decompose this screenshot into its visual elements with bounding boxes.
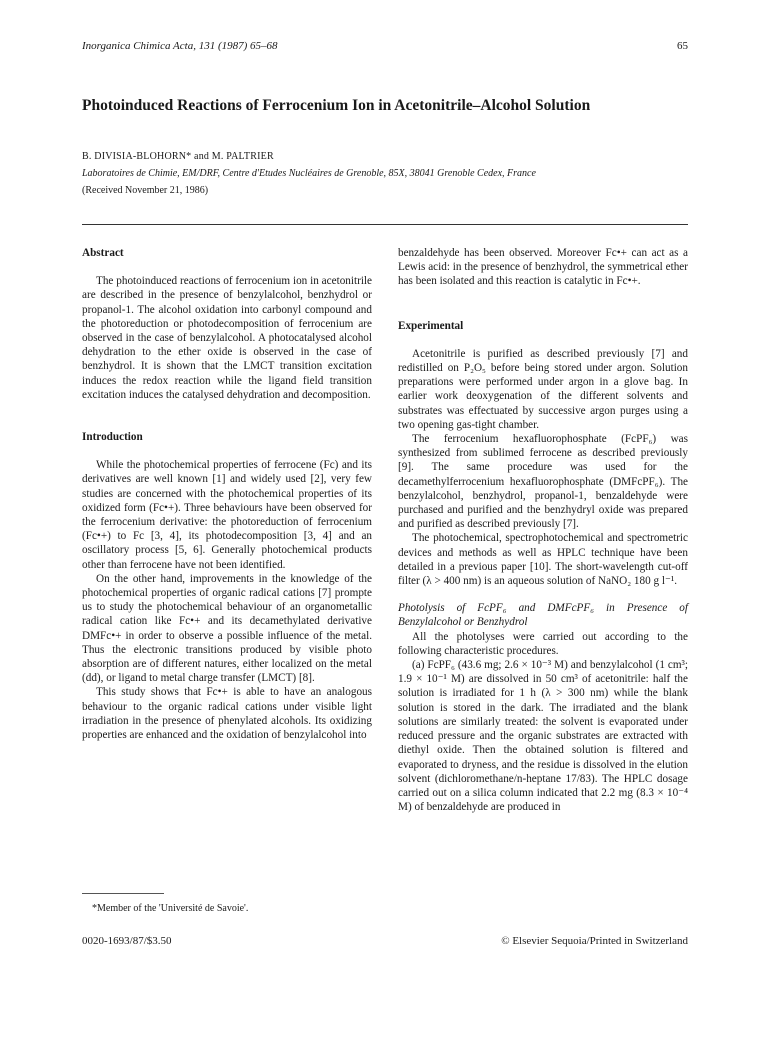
- authors: B. DIVISIA-BLOHORN* and M. PALTRIER: [82, 151, 274, 162]
- intro-continuation: benzaldehyde has been observed. Moreover Fc•+ can act as a Lewis acid: in the presence of benzhydrol, the symmetrical ether has been isolated and this reaction is catalytic in Fc•+.: [398, 247, 688, 288]
- footnote-rule: [82, 893, 164, 894]
- photolysis-paragraph: All the photolyses were carried out according to the following characteristic procedures.: [398, 630, 688, 657]
- journal-citation: Inorganica Chimica Acta, 131 (1987) 65–68: [82, 40, 278, 52]
- introduction-heading: Introduction: [82, 431, 143, 444]
- issn-price: 0020-1693/87/$3.50: [82, 935, 172, 947]
- intro-paragraph: While the photochemical properties of ferrocene (Fc) and its derivatives are well known [1] and widely used [2], very few studies are concerned with the photochemical properties of its oxidized form (Fc•+). Three behaviours have been observed for the ferrocenium derivative: the photoreduction of ferrocenium (Fc•+) to Fc [3, 4], its photodecomposition [3, 4] and an oscillatory process [5, 6]. Generally photochemical products other than ferrocene have not been identified.: [82, 459, 372, 571]
- received-date: (Received November 21, 1986): [82, 185, 209, 196]
- footnote: *Member of the 'Université de Savoie'.: [92, 903, 249, 914]
- experimental-paragraph: The ferrocenium hexafluorophosphate (FcPF₆) was synthesized from sublimed ferrocene as described previously [9]. The same procedure was used for the decamethylferrocenium hexafluorophosphate (DMFcPF₆). The benzylalcohol, benzhydrol, propanol-1, benzaldehyde were purchased and purified and the benzhydryl oxide was prepared and purified as described previously [7].: [398, 433, 688, 531]
- experimental-heading: Experimental: [398, 319, 464, 332]
- right-column: [398, 246, 688, 814]
- title-rule: [82, 224, 688, 225]
- subsection-heading: Photolysis of FcPF₆ and DMFcPF₆ in Presence of Benzylalcohol or Benzhydrol: [398, 602, 688, 629]
- affiliation: Laboratoires de Chimie, EM/DRF, Centre d'Etudes Nucléaires de Grenoble, 85X, 38041 Grenoble Cedex, France: [82, 168, 536, 179]
- experimental-paragraph: The photochemical, spectrophotochemical and spectrometric devices and methods as well as HPLC technique have been detailed in a previous paper [10]. The short-wavelength cut-off filter (λ > 400 nm) is an aqueous solution of NaNO₂ 180 g l⁻¹.: [398, 532, 688, 588]
- intro-paragraph: This study shows that Fc•+ is able to have an analogous behaviour to the organic radical cations under visible light irradiation in the presence of phenylated alcohols. Its oxidizing properties are enhanced and the oxidation of benzylalcohol into: [82, 686, 372, 742]
- experimental-paragraph: Acetonitrile is purified as described previously [7] and redistilled on P₂O₅ before being stored under argon. Solution preparations were performed under argon in a glove bag. In earlier work deoxygenation of the different solvents and substrates was effectuated by successive argon purges using a two opening gas-tight chamber.: [398, 347, 688, 431]
- intro-paragraph: On the other hand, improvements in the knowledge of the photochemical properties of organic radical cations [7] prompte us to study the photochemical behaviour of an organometallic radical cation like Fc•+ and its decamethylated derivative DMFc•+ in order to observe a possible influence of the metal. Thus the electronic transitions produced by visible photo absorption are of different natures, either localized on the metal (dd), or ligand to metal charge transfer (LMCT) [8].: [82, 572, 372, 685]
- left-column: [82, 246, 372, 742]
- photolysis-paragraph: (a) FcPF₆ (43.6 mg; 2.6 × 10⁻³ M) and benzylalcohol (1 cm³; 1.9 × 10⁻¹ M) are dissolved in 50 cm³ of acetonitrile: half the solution is irradiated for 1 h (λ > 300 nm) while the blank solution is stored in the dark. The irradiated and the blank solutions are similarly treated: the solvent is evaporated under reduced pressure and the organic substrates are extracted with diethyl oxide. Then the obtained solution is filtered and evaporated to dryness, and the residue is dissolved in the elution solvent (dichloromethane/n-heptane 17/83). The HPLC dosage carried out on a silica column indicated that 2.2 mg (8.3 × 10⁻⁴ M) of benzaldehyde are produced in: [398, 659, 688, 814]
- paper-title: Photoinduced Reactions of Ferrocenium Ion in Acetonitrile–Alcohol Solution: [82, 97, 591, 114]
- abstract-heading: Abstract: [82, 247, 124, 259]
- page-number: 65: [677, 40, 688, 52]
- abstract-text: The photoinduced reactions of ferrocenium ion in acetonitrile are described in the presence of benzylalcohol, benzhydrol or propanol-1. The alcohol oxidation into carbonyl compound and the photoreduction or photodecomposition of ferrocenium are observed in the case of benzylalcohol. A photocatalysed alcohol dehydration to the ether oxide is observed in the case of benzhydrol. It is shown that the LMCT transition excitation induces the redox reaction while the ligand field transition excitation induces the catalysed dehydration and decomposition.: [82, 275, 372, 401]
- publisher-line: © Elsevier Sequoia/Printed in Switzerland: [501, 935, 688, 947]
